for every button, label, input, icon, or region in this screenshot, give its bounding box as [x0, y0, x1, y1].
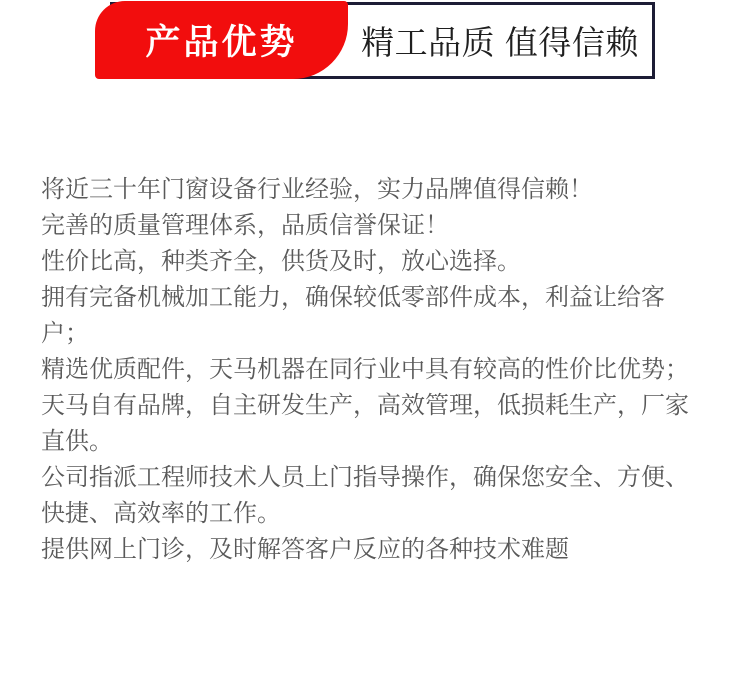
text-line: 快捷、高效率的工作。 [41, 500, 281, 527]
text-line: 提供网上门诊，及时解答客户反应的各种技术难题 [41, 536, 569, 563]
advantage-text-block [41, 172, 721, 568]
quality-slogan-label: 精工品质 值得信赖 [361, 24, 639, 61]
text-line: 拥有完备机械加工能力，确保较低零部件成本，利益让给客 [41, 284, 665, 311]
text-line: 精选优质配件，天马机器在同行业中具有较高的性价比优势； [41, 356, 689, 383]
text-line: 户； [41, 320, 89, 347]
text-line: 直供。 [41, 428, 113, 455]
text-line: 天马自有品牌，自主研发生产，高效管理，低损耗生产，厂家 [41, 392, 689, 419]
text-line: 完善的质量管理体系，品质信誉保证！ [41, 212, 449, 239]
text-line: 性价比高，种类齐全，供货及时，放心选择。 [41, 248, 521, 275]
text-line: 公司指派工程师技术人员上门指导操作，确保您安全、方便、 [41, 464, 689, 491]
text-line: 将近三十年门窗设备行业经验，实力品牌值得信赖！ [41, 176, 593, 203]
product-advantage-badge: 产品优势 [95, 1, 348, 79]
